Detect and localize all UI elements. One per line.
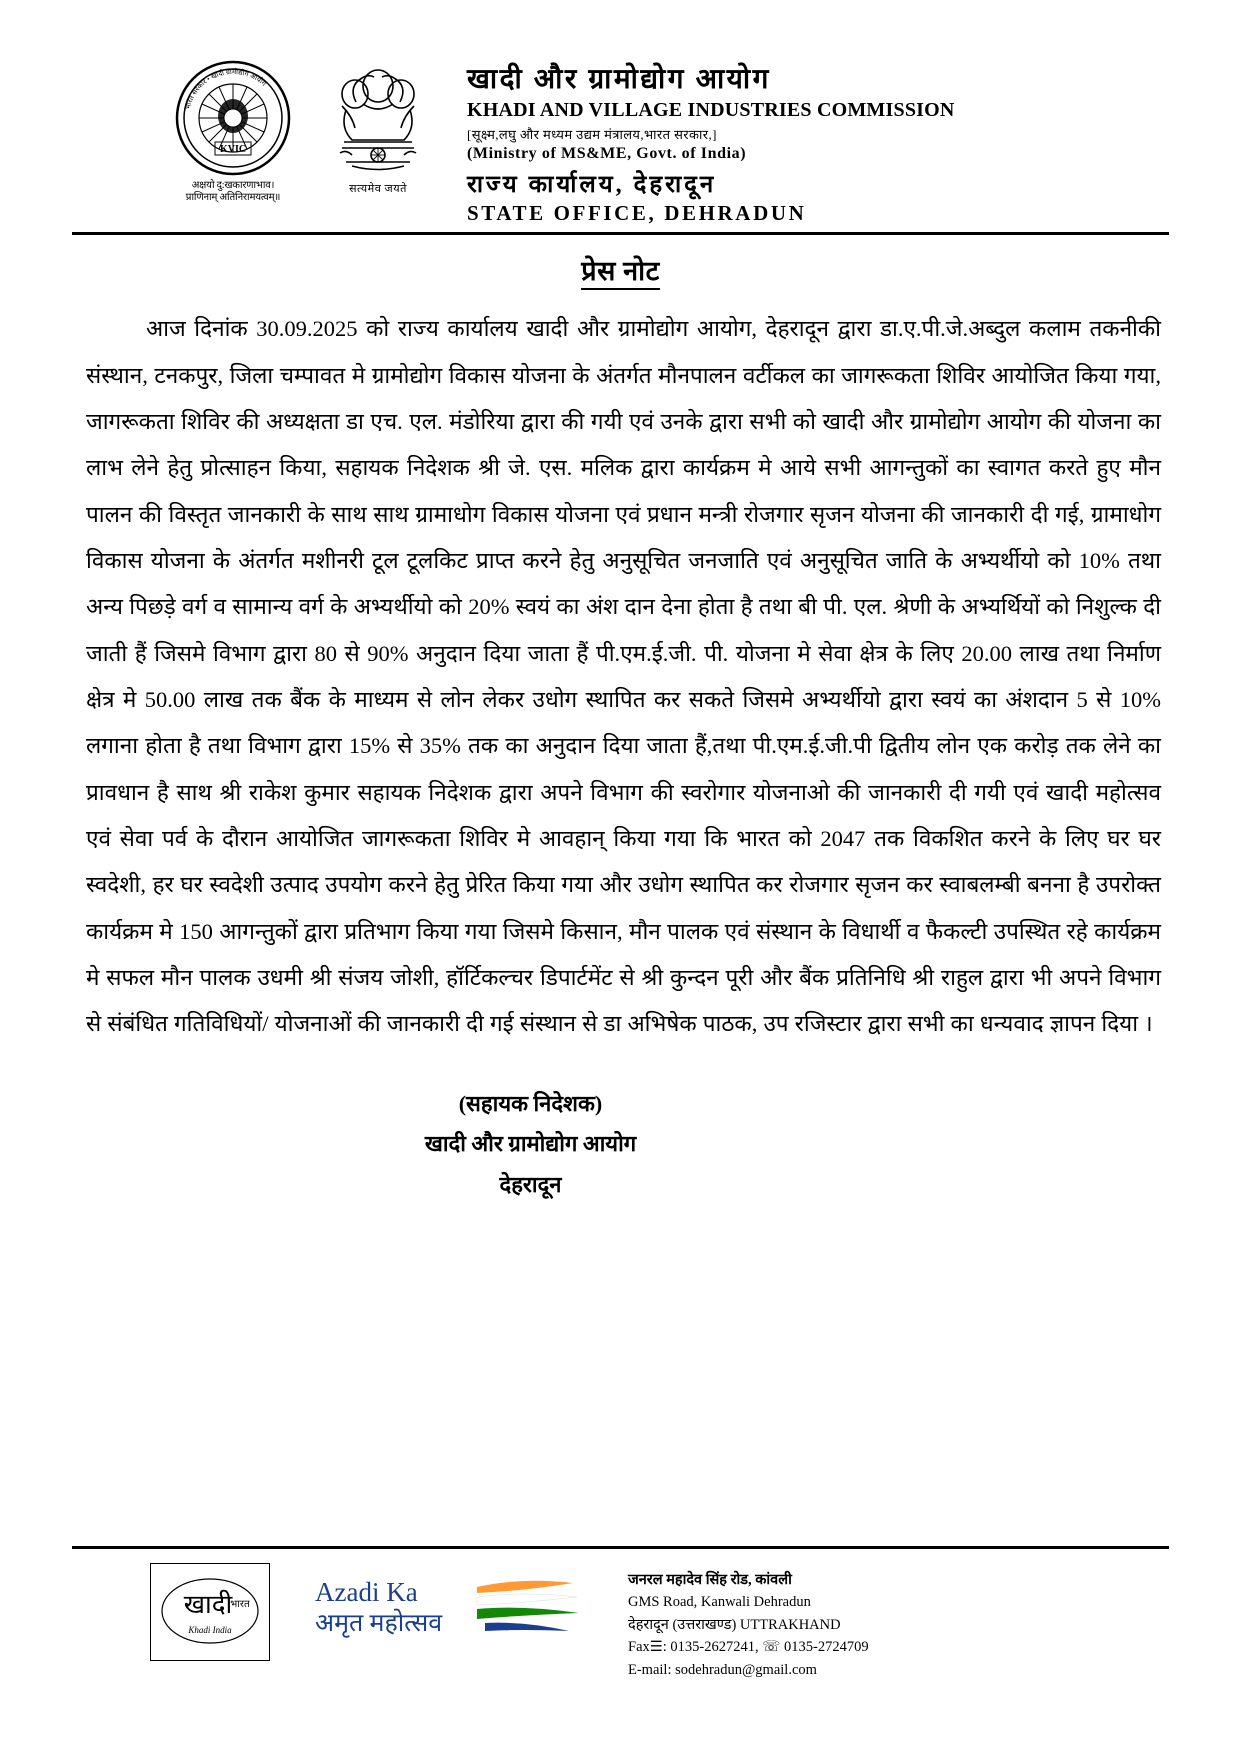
khadi-india-logo [150, 1563, 270, 1661]
svg-text:खादी: खादी [183, 1589, 233, 1619]
svg-text:Azadi Ka: Azadi Ka [315, 1576, 418, 1607]
svg-text:Khadi India: Khadi India [188, 1624, 232, 1635]
svg-text:भारत: भारत [230, 1598, 250, 1610]
national-emblem-icon [322, 62, 434, 180]
ministry-hindi: [सूक्ष्म,लघु और मध्यम उद्यम मंत्रालय,भारत सरकार,] [467, 127, 717, 143]
address-hindi: जनरल महादेव सिंह रोड, कांवली [628, 1571, 792, 1588]
svg-text:KVIC: KVIC [219, 144, 247, 155]
ashoka-motto: सत्यमेव जयते [349, 183, 407, 195]
signature-organisation: खादी और ग्रामोद्योग आयोग [424, 1131, 637, 1157]
azadi-ka-amrit-mahotsav-logo [304, 1563, 594, 1645]
footer-divider [72, 1546, 1169, 1549]
ashoka-emblem [317, 58, 439, 196]
organisation-block [457, 58, 1169, 226]
address-state: देहरादून (उत्तराखण्ड) UTTRAKHAND [628, 1616, 841, 1633]
office-hindi: राज्य कार्यालय, देहरादून [467, 172, 717, 199]
org-name-hindi: खादी और ग्रामोद्योग आयोग [467, 64, 771, 95]
svg-text:अमृत महोत्सव: अमृत महोत्सव [315, 1609, 443, 1637]
footer-content [72, 1563, 1169, 1681]
page-title-text: प्रेस नोट [581, 256, 659, 290]
signature-block [72, 1084, 1169, 1206]
signature-designation: (सहायक निदेशक) [458, 1090, 603, 1116]
press-note-body [72, 306, 1169, 1048]
address-english: GMS Road, Kanwali Dehradun [628, 1594, 811, 1611]
footer-fax: Fax☰: 0135-2627241, ☏ 0135-2724709 [628, 1639, 869, 1656]
org-name-english: KHADI AND VILLAGE INDUSTRIES COMMISSION [467, 99, 955, 122]
kvic-logo-icon [169, 58, 297, 178]
footer-address [628, 1563, 1169, 1681]
footer [72, 1546, 1169, 1681]
khadi-logo-icon [154, 1567, 266, 1657]
office-english: STATE OFFICE, DEHRADUN [467, 201, 807, 226]
footer-email: E-mail: sodehradun@gmail.com [628, 1661, 817, 1678]
kvic-caption-line-1: अक्षयो दु:खकारणाभाव। [191, 180, 275, 191]
azadi-logo-icon [309, 1571, 589, 1645]
kvic-caption-line-2: प्राणिनाम् अतिनिरामयत्वम्॥ [185, 191, 281, 203]
kvic-emblem-caption [167, 180, 299, 203]
svg-text:भारत सरकार • खादी ग्रामोद्योग: भारत सरकार • खादी ग्रामोद्योग आयोग [183, 67, 268, 111]
signature-city: देहरादून [499, 1172, 562, 1198]
header-divider [72, 232, 1169, 235]
page-title [72, 251, 1169, 288]
kvic-emblem [167, 58, 299, 203]
letterhead [72, 58, 1169, 226]
ministry-english: (Ministry of MS&ME, Govt. of India) [467, 145, 747, 163]
press-note-body-text: आज दिनांक 30.09.2025 को राज्य कार्यालय खादी और ग्रामोद्योग आयोग, देहरादून द्वारा डा.ए.पी.जे.अब्दुल कलाम तकनीकी संस्थान, टनकपुर, जिला चम्पावत मे ग्रामोद्योग विकास योजना के अंतर्गत मौनपालन वर्टीकल का जागरूकता शिविर आयोजित किया गया, जागरूकता शिविर की अध्यक्षता डा एच. एल. मंडोरिया द्वारा की गयी एवं उनके द्वारा सभी को खादी और ग्रामोद्योग आयोग की योजना का लाभ लेने हेतु प्रोत्साहन किया, सहायक निदेशक श्री जे. एस. मलिक द्वारा कार्यक्रम मे आये सभी आगन्तुकों का स्वागत करते हुए मौन पालन की विस्तृत जानकारी के साथ साथ ग्रामाधोग विकास योजना एवं प्रधान मन्त्री रोजगार सृजन योजना की जानकारी दी गई, ग्रामाधोग विकास योजना के अंतर्गत मशीनरी टूल टूलकिट प्राप्त करने हेतु अनुसूचित जनजाति एवं अनुसूचित जाति के अभ्यर्थीयो को 10% तथा अन्य पिछड़े वर्ग व सामान्य वर्ग के अभ्यर्थीयो को 20% स्वयं का अंश दान देना होता है तथा बी पी. एल. श्रेणी के अभ्यर्थियों को निशुल्क दी जाती हैं जिसमे विभाग द्वारा 80 से 90% अनुदान दिया जाता हैं पी.एम.ई.जी. पी. योजना मे सेवा क्षेत्र के लिए 20.00 लाख तथा निर्माण क्षेत्र मे 50.00 लाख तक बैंक के माध्यम से लोन लेकर उधोग स्थापित कर सकते जिसमे अभ्यर्थीयो द्वारा स्वयं का अंशदान 5 से 10% लगाना होता है तथा विभाग द्वारा 15% से 35% तक का अनुदान दिया जाता हैं,तथा पी.एम.ई.जी.पी द्वितीय लोन एक करोड़ तक लेने का प्रावधान है साथ श्री राकेश कुमार सहायक निदेशक द्वारा अपने विभाग की स्वरोगार योजनाओ की जानकारी दी गयी एवं खादी महोत्सव एवं सेवा पर्व के दौरान आयोजित जागरूकता शिविर मे आवहान् किया गया कि भारत को 2047 तक विकशित करने के लिए घर घर स्वदेशी, हर घर स्वदेशी उत्पाद उपयोग करने हेतु प्रेरित किया गया और उधोग स्थापित कर रोजगार सृजन कर स्वाबलम्बी बनना है उपरोक्त कार्यक्रम मे 150 आगन्तुकों द्वारा प्रतिभाग किया गया जिसमे किसान, मौन पालक एवं संस्थान के विधार्थी व फैकल्टी उपस्थित रहे कार्यक्रम मे सफल मौन पालक उधमी श्री संजय जोशी, हॉर्टिकल्चर डिपार्टमेंट से श्री कुन्दन पूरी और बैंक प्रतिनिधि श्री राहुल द्वारा भी अपने विभाग से संबंधित गतिविधियों/ योजनाओं की जानकारी दी गई संस्थान से डा अभिषेक पाठक, उप रजिस्टार द्वारा सभी का धन्यवाद ज्ञापन दिया । [86, 316, 1161, 1037]
